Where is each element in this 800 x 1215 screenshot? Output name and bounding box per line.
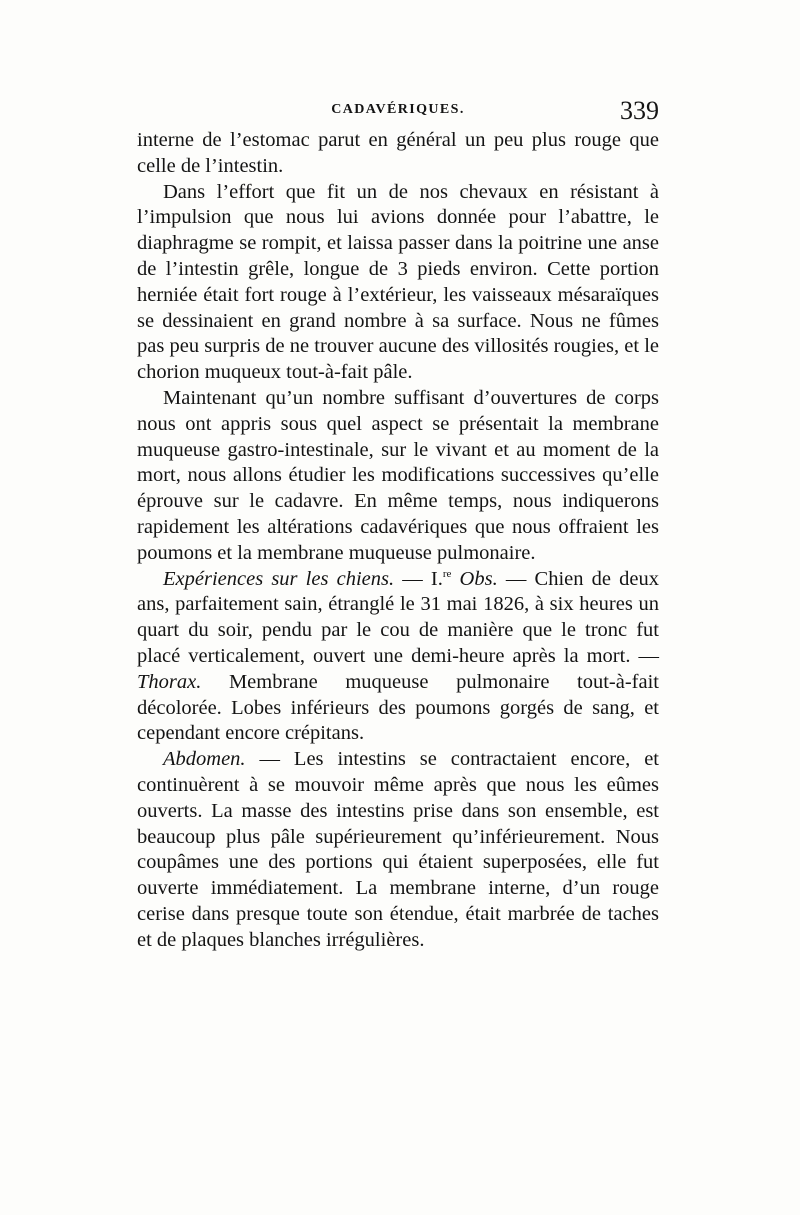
thorax-text: Membrane muqueuse pulmonaire tout-à-fait décolorée. Lobes inférieurs des poumons gorgés de sang, et cependant encore crépitans.	[137, 670, 659, 745]
observation-number: I.	[430, 567, 443, 590]
thorax-label: Thorax.	[137, 670, 202, 693]
section-heading: Expériences sur les chiens.	[163, 567, 395, 590]
dash: —	[394, 567, 431, 590]
paragraph-continued: interne de l’estomac parut en général un peu plus rouge que celle de l’intestin.	[137, 129, 659, 177]
paragraph-experiment-dogs	[137, 567, 659, 748]
paragraph-abdomen	[137, 747, 659, 953]
dash: —	[497, 567, 535, 590]
paragraph-introduction: Maintenant qu’un nombre suffisant d’ouvertures de corps nous ont appris sous quel aspect se présentait la membrane muqueuse gastro-intestinale, sur le vivant et au moment de la mort, nous allons étudier les modifications successives qu’elle éprouve sur le cadavre. En même temps, nous indiquerons rapidement les altérations cadavériques que nous offraient les poumons et la membrane muqueuse pulmonaire.	[137, 386, 659, 564]
paragraph-horse-diaphragm: Dans l’effort que fit un de nos chevaux en résistant à l’impulsion que nous lui avions donnée pour l’abattre, le diaphragme se rompit, et laissa passer dans la poitrine une anse de l’intestin grêle, longue de 3 pieds environ. Cette portion herniée était fort rouge à l’extérieur, les vaisseaux mésaraïques se dessinaient en grand nombre à sa surface. Nous ne fûmes pas peu surpris de ne trouver aucune des villosités rougies, et le chorion muqueux tout-à-fait pâle.	[137, 180, 659, 384]
running-title: CADAVÉRIQUES.	[331, 102, 465, 117]
abdomen-text: — Les intestins se contractaient encore, et continuèrent à se mouvoir même après que nous les eûmes ouverts. La masse des intestins prise dans son ensemble, est beaucoup plus pâle supérieurement qu’inférieurement. Nous coupâmes une des portions qui étaient superposées, elle fut ouverte immédiatement. La membrane interne, d’un rouge cerise dans presque toute son étendue, était marbrée de taches et de plaques blanches irrégulières.	[137, 748, 659, 951]
observation-label: Obs.	[451, 567, 498, 590]
body-text	[137, 128, 659, 954]
abdomen-label: Abdomen.	[163, 748, 246, 771]
observation-ordinal: re	[442, 567, 452, 580]
observation-text: Chien de deux ans, parfaitement sain, étranglé le 31 mai 1826, à six heures un quart du soir, pendu par le cou de manière que le tronc fut placé verticalement, ouvert une demi-heure après la mort. —	[137, 567, 659, 667]
page-number: 339	[620, 96, 659, 125]
